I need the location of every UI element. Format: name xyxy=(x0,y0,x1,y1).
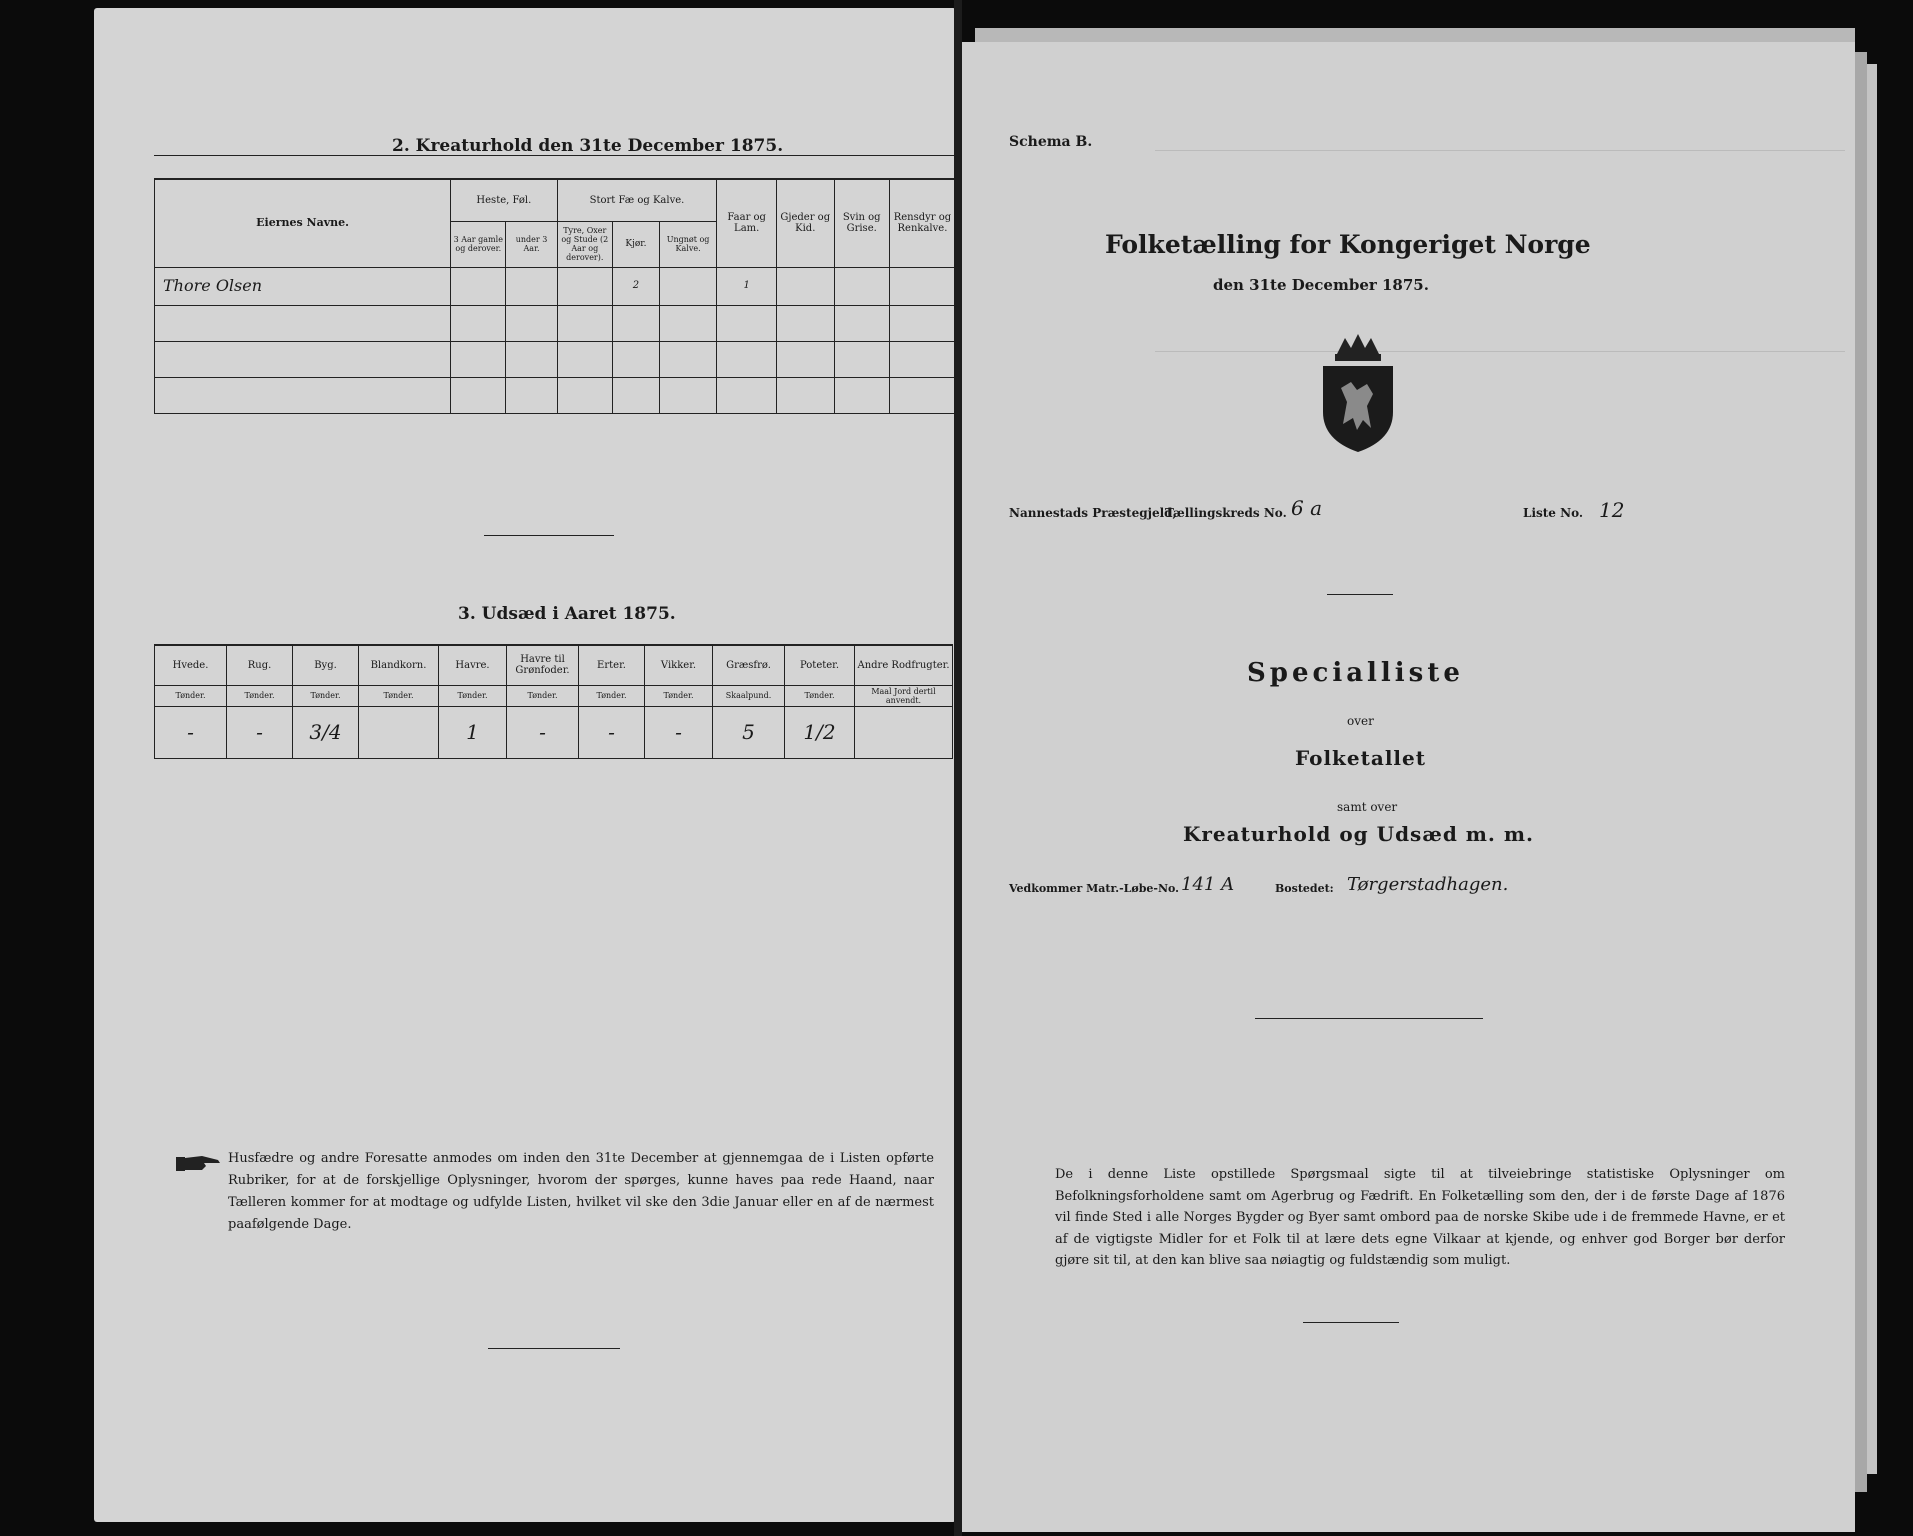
pointing-hand-icon xyxy=(176,1152,222,1174)
col-tyre: Tyre, Oxer og Stude (2 Aar og derover). xyxy=(557,221,612,267)
seed-col-unit: Tønder. xyxy=(155,685,227,706)
page-edge xyxy=(1867,64,1877,1474)
table-row xyxy=(155,341,956,377)
seed-value-cell: 3/4 xyxy=(293,706,359,758)
divider-4 xyxy=(1255,1018,1483,1019)
seed-value-cell: - xyxy=(645,706,713,758)
cell-heste-b xyxy=(506,267,557,305)
seed-value-cell: - xyxy=(155,706,227,758)
seed-value-cell xyxy=(359,706,439,758)
seed-col-unit: Tønder. xyxy=(579,685,645,706)
section2-top-rule xyxy=(154,155,954,156)
seed-col-header: Erter. xyxy=(579,645,645,685)
seed-col-unit: Tønder. xyxy=(227,685,293,706)
seed-value-cell xyxy=(855,706,953,758)
cell-rensdyr xyxy=(889,267,955,305)
seed-col-header: Græsfrø. xyxy=(713,645,785,685)
divider-2 xyxy=(488,1348,620,1349)
specialliste-heading: Specialliste xyxy=(1247,658,1464,688)
seed-col-header: Vikker. xyxy=(645,645,713,685)
col-rensdyr: Rensdyr og Renkalve. xyxy=(889,179,955,267)
divider-1 xyxy=(484,535,614,536)
liste-number: 12 xyxy=(1599,498,1625,522)
left-page xyxy=(94,8,956,1522)
coat-of-arms xyxy=(1317,332,1399,454)
table-row xyxy=(155,305,956,341)
krets-label: Tællingskreds No. xyxy=(1165,506,1287,520)
census-date: den 31te December 1875. xyxy=(1213,276,1429,294)
col-heste-3aar: 3 Aar gamle og derover. xyxy=(451,221,506,267)
cell-heste-a xyxy=(451,267,506,305)
divider-3 xyxy=(1327,594,1393,595)
schema-label: Schema B. xyxy=(1009,134,1093,150)
table-row xyxy=(155,706,953,758)
seed-col-unit: Tønder. xyxy=(645,685,713,706)
col-gjeder: Gjeder og Kid. xyxy=(777,179,835,267)
seed-value-cell: 1 xyxy=(439,706,507,758)
seed-col-header: Andre Rodfrugter. xyxy=(855,645,953,685)
matr-label: Vedkommer Matr.-Løbe-No. xyxy=(1009,882,1179,895)
seed-col-header: Blandkorn. xyxy=(359,645,439,685)
col-heste: Heste, Føl. xyxy=(451,179,558,221)
seed-col-unit: Maal Jord dertil anvendt. xyxy=(855,685,953,706)
bosted-label: Bostedet: xyxy=(1275,882,1334,895)
seed-col-header: Byg. xyxy=(293,645,359,685)
page-edge xyxy=(1855,52,1867,1492)
seed-table xyxy=(154,644,953,759)
seed-col-unit: Tønder. xyxy=(507,685,579,706)
seed-col-unit: Tønder. xyxy=(785,685,855,706)
over-1: over xyxy=(1347,714,1374,728)
col-stortfe: Stort Fæ og Kalve. xyxy=(557,179,717,221)
instruction-note: Husfædre og andre Foresatte anmodes om inden den 31te December at gjennemgaa de i Listen opførte Rubriker, for at de forskjellige Oplysninger, hvorom der spørges, kunne haves paa rede Haand, naar Tælleren kommer for at modtage og udfylde Listen, hvilket vil ske den 3die Januar eller en af de nærmest paafølgende Dage. xyxy=(228,1151,934,1232)
table-row xyxy=(155,267,956,305)
right-page xyxy=(955,42,1855,1532)
purpose-paragraph: De i denne Liste opstillede Spørgsmaal sigte til at tilveiebringe statistiske Oplysninger om Befolkningsforholdene samt om Agerbrug og Fædrift. En Folketælling som den, der i de første Dage af 1876 vil finde Sted i alle Norges Bygder og Byer samt ombord paa de norske Skibe ude i de fremmede Havne, er et af de vigtigste Midler for et Folk til at lære dets egne Vilkaar at kjende, og enhver god Borger bør derfor gjøre sit til, at den kan blive saa nøiagtig og fuldstændig som muligt. xyxy=(1055,1167,1785,1268)
section2-title: 2. Kreaturhold den 31te December 1875. xyxy=(392,136,784,156)
seed-col-header: Poteter. xyxy=(785,645,855,685)
divider-5 xyxy=(1303,1322,1399,1323)
owner-name: Thore Olsen xyxy=(155,267,451,305)
book-gutter xyxy=(954,0,962,1536)
cell-faar: 1 xyxy=(717,267,777,305)
seed-col-header: Havre. xyxy=(439,645,507,685)
liste-label: Liste No. xyxy=(1523,506,1584,520)
seed-col-unit: Skaalpund. xyxy=(713,685,785,706)
seed-col-header: Hvede. xyxy=(155,645,227,685)
seed-col-header: Havre til Grønfoder. xyxy=(507,645,579,685)
bosted-value: Tørgerstadhagen. xyxy=(1347,874,1509,895)
seed-value-cell: - xyxy=(579,706,645,758)
cell-tyre xyxy=(557,267,612,305)
col-kjor: Kjør. xyxy=(612,221,659,267)
cell-ungnot xyxy=(659,267,717,305)
samt-over: samt over xyxy=(1337,800,1398,814)
seed-col-unit: Tønder. xyxy=(439,685,507,706)
section3-title: 3. Udsæd i Aaret 1875. xyxy=(458,604,676,624)
seed-col-unit: Tønder. xyxy=(359,685,439,706)
page-edge xyxy=(975,28,1855,42)
seed-col-unit: Tønder. xyxy=(293,685,359,706)
seed-value-cell: 1/2 xyxy=(785,706,855,758)
table-row xyxy=(155,377,956,413)
kreaturhold-heading: Kreaturhold og Udsæd m. m. xyxy=(1183,822,1534,846)
census-title: Folketælling for Kongeriget Norge xyxy=(1105,230,1591,259)
seed-value-cell: 5 xyxy=(713,706,785,758)
livestock-table xyxy=(154,178,956,414)
prestegjeld-label: Nannestads Præstegjeld, xyxy=(1009,506,1177,520)
col-heste-under3: under 3 Aar. xyxy=(506,221,557,267)
col-owner-names: Eiernes Navne. xyxy=(155,179,451,267)
seed-value-cell: - xyxy=(227,706,293,758)
matr-number: 141 A xyxy=(1181,874,1235,895)
col-faar: Faar og Lam. xyxy=(717,179,777,267)
col-ungnot: Ungnøt og Kalve. xyxy=(659,221,717,267)
seed-col-header: Rug. xyxy=(227,645,293,685)
seed-value-cell: - xyxy=(507,706,579,758)
cell-kjor: 2 xyxy=(612,267,659,305)
krets-number: 6 a xyxy=(1291,496,1323,520)
col-svin: Svin og Grise. xyxy=(834,179,889,267)
cell-svin xyxy=(834,267,889,305)
folketallet-heading: Folketallet xyxy=(1295,746,1426,770)
cell-gjeder xyxy=(777,267,835,305)
